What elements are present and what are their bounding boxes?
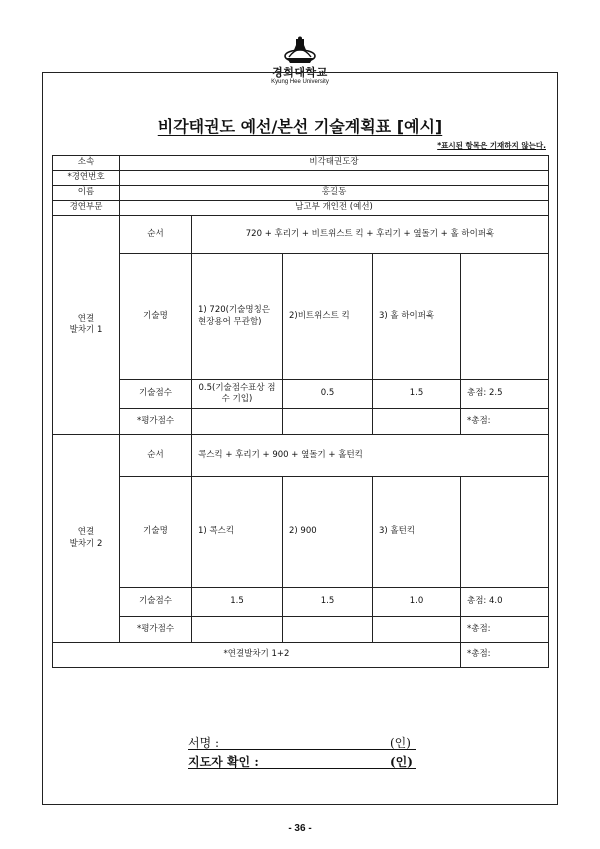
document-title: 비각태권도 예선/본선 기술계획표 [예시] (157, 117, 443, 136)
signature-underline (188, 749, 416, 750)
combo1-tech-name-2[interactable]: 2)비트위스트 킥 (283, 254, 373, 380)
combo2-scores-row (53, 588, 549, 617)
info-value[interactable]: 남고부 개인전 (예선) (120, 201, 549, 216)
combo2-eval-1[interactable] (192, 617, 283, 643)
eval-score-label: *평가점수 (120, 617, 192, 643)
university-crest-icon (283, 36, 317, 66)
combo2-title: 연결 발차기 2 (53, 435, 120, 643)
combo1-tech-name-1[interactable]: 1) 720(기술명칭은 현장용어 무관함) (192, 254, 283, 380)
coach-underline (188, 768, 416, 769)
combo1-tech-name-4[interactable] (461, 254, 549, 380)
combo2-tech-name-4[interactable] (461, 477, 549, 588)
combo1-score-1[interactable]: 0.5(기술점수표상 점수 기입) (192, 380, 283, 409)
logo-name-ko: 경희대학교 (272, 66, 328, 79)
note-text: *표시된 항목은 기재하지 않는다. (437, 141, 546, 150)
combo2-names-row (53, 477, 549, 588)
coach-seal-mark[interactable]: (인) (390, 755, 413, 769)
combo2-score-total[interactable]: 총점: 4.0 (461, 588, 549, 617)
tech-name-label: 기술명 (120, 254, 192, 380)
info-label: *경연번호 (53, 171, 120, 186)
combo1-eval-row (53, 409, 549, 435)
eval-score-label: *평가점수 (120, 409, 192, 435)
combo1-order[interactable]: 720 + 후리기 + 비트위스트 킥 + 후리기 + 옆돌기 + 홀 하이퍼훅 (192, 216, 549, 254)
combo1-eval-2[interactable] (283, 409, 373, 435)
combo2-eval-row (53, 617, 549, 643)
grand-total-label: *연결발차기 1+2 (53, 643, 461, 668)
combo2-order-row (53, 435, 549, 477)
combo1-tech-name-3[interactable]: 3) 홀 하이퍼훅 (373, 254, 461, 380)
tech-name-label: 기술명 (120, 477, 192, 588)
combo1-score-total[interactable]: 총점: 2.5 (461, 380, 549, 409)
grand-total-value[interactable]: *총점: (461, 643, 549, 668)
logo-name-en: Kyung Hee University (271, 79, 329, 85)
order-label: 순서 (120, 435, 192, 477)
info-label: 이름 (53, 186, 120, 201)
info-row-name (53, 186, 549, 201)
info-value[interactable]: 홍길동 (120, 186, 549, 201)
info-label: 경연부문 (53, 201, 120, 216)
coach-confirm-label: 지도자 확인 : (188, 755, 259, 769)
page-number: - 36 - (288, 823, 312, 834)
combo2-eval-2[interactable] (283, 617, 373, 643)
info-row-affiliation (53, 156, 549, 171)
signature-seal-mark[interactable]: (인) (390, 736, 411, 750)
grand-total-row (53, 643, 549, 668)
combo2-order[interactable]: 콕스킥 + 후리기 + 900 + 옆돌기 + 홀턴킥 (192, 435, 549, 477)
combo1-eval-total[interactable]: *총점: (461, 409, 549, 435)
info-row-division (53, 201, 549, 216)
tech-score-label: 기술점수 (120, 380, 192, 409)
combo2-eval-total[interactable]: *총점: (461, 617, 549, 643)
signature-label: 서명 : (188, 736, 220, 750)
info-label: 소속 (53, 156, 120, 171)
info-value[interactable] (120, 171, 549, 186)
combo1-title: 연결 발차기 1 (53, 216, 120, 435)
combo1-order-row (53, 216, 549, 254)
combo2-tech-name-2[interactable]: 2) 900 (283, 477, 373, 588)
combo1-score-2[interactable]: 0.5 (283, 380, 373, 409)
info-row-contest-number (53, 171, 549, 186)
combo1-eval-3[interactable] (373, 409, 461, 435)
combo2-tech-name-3[interactable]: 3) 홀턴킥 (373, 477, 461, 588)
tech-score-label: 기술점수 (120, 588, 192, 617)
info-value[interactable]: 비각태권도장 (120, 156, 549, 171)
combo2-score-1[interactable]: 1.5 (192, 588, 283, 617)
order-label: 순서 (120, 216, 192, 254)
combo1-score-3[interactable]: 1.5 (373, 380, 461, 409)
combo1-scores-row (53, 380, 549, 409)
combo2-eval-3[interactable] (373, 617, 461, 643)
technique-plan-table (52, 155, 549, 668)
combo1-names-row (53, 254, 549, 380)
combo2-score-2[interactable]: 1.5 (283, 588, 373, 617)
combo2-tech-name-1[interactable]: 1) 콕스킥 (192, 477, 283, 588)
combo1-eval-1[interactable] (192, 409, 283, 435)
combo2-score-3[interactable]: 1.0 (373, 588, 461, 617)
